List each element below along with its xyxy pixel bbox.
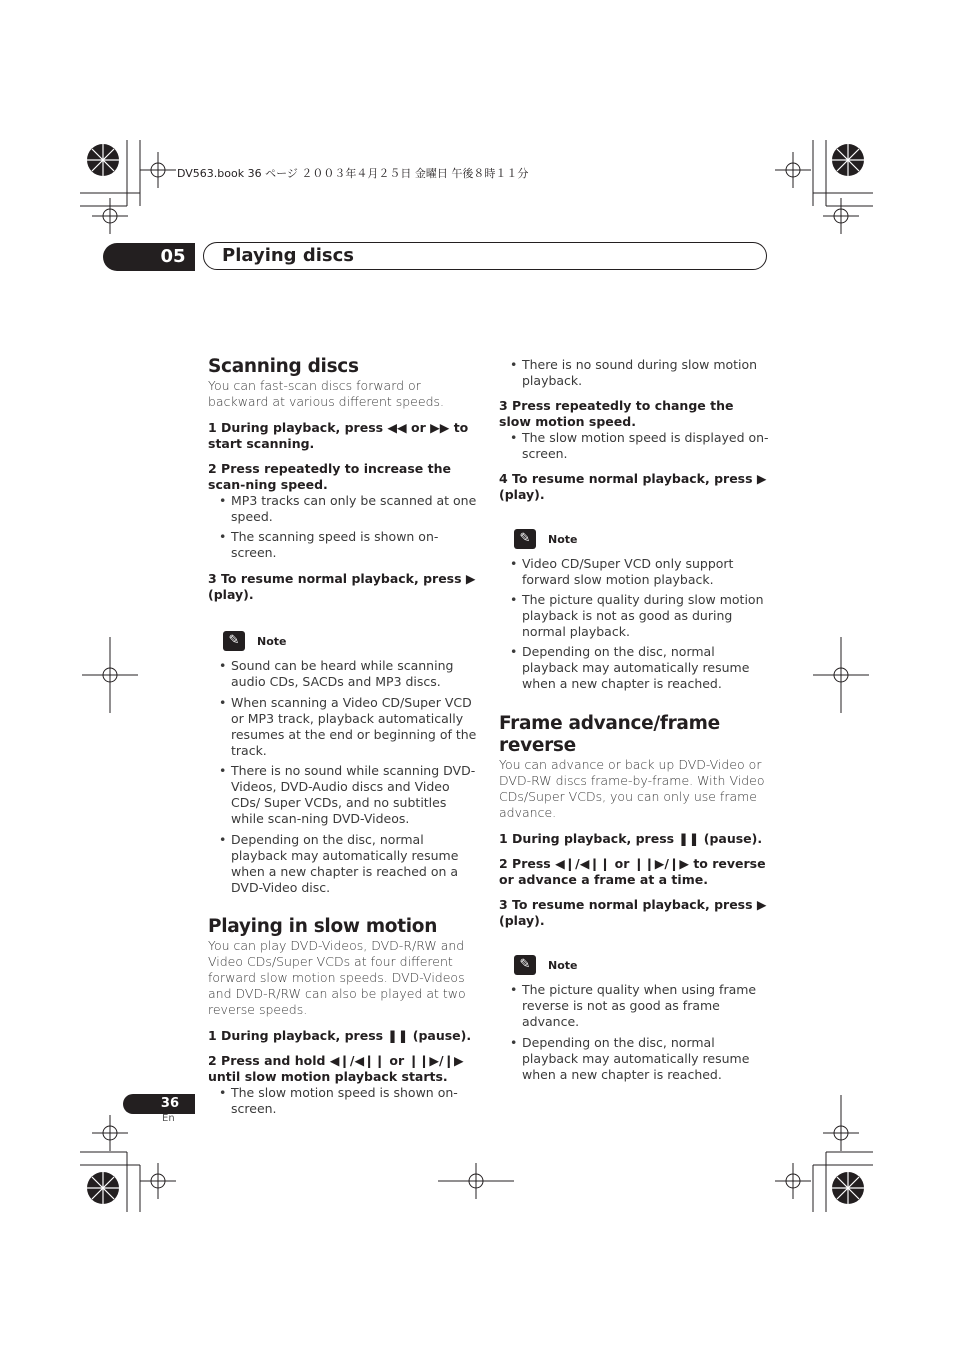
- list-item: • The picture quality during slow motion playback is not as good as during normal playback.: [499, 592, 769, 640]
- note-label: Note: [548, 958, 578, 972]
- frame-advance-intro: You can advance or back up DVD-Video or DVD-RW discs frame-by-frame. With Video CDs/Super VCDs, you can only use frame advance.: [499, 757, 765, 820]
- scanning-heading: Scanning discs: [208, 356, 359, 377]
- scanning-step-2-bullets: [208, 493, 478, 561]
- print-header: DV563.book 36 ページ ２００３年４月２５日 金曜日 午後８時１１分: [177, 167, 529, 180]
- page-language: En: [162, 1113, 175, 1124]
- list-item: • The slow motion speed is displayed on-screen.: [499, 430, 769, 462]
- scanning-note-header: [223, 631, 478, 651]
- scanning-intro: You can fast-scan discs forward or backward at various different speeds.: [208, 378, 444, 409]
- pencil-icon: ✎: [514, 955, 536, 975]
- right-column: [499, 357, 769, 1083]
- slow-motion-step-2-bullets: [208, 1085, 478, 1117]
- page-number: 36: [123, 1094, 195, 1114]
- frame-notes: [499, 982, 769, 1083]
- slow-motion-notes: [499, 556, 769, 692]
- chapter-title: Playing discs: [222, 245, 354, 266]
- slow-motion-step-1: 1 During playback, press ❚❚ (pause).: [208, 1028, 472, 1043]
- slow-motion-step-2: 2 Press and hold ◀❙/◀❙❙ or ❙❙▶/❙▶ until slow motion playback starts.: [208, 1053, 464, 1084]
- note-label: Note: [257, 634, 287, 648]
- left-column: [208, 356, 478, 1117]
- chapter-number: 05: [103, 243, 195, 271]
- slow-motion-step-4: 4 To resume normal playback, press ▶ (play).: [499, 471, 767, 502]
- scanning-notes: [208, 658, 478, 896]
- frame-step-1: 1 During playback, press ❚❚ (pause).: [499, 831, 763, 846]
- slow-motion-intro: You can play DVD-Videos, DVD-R/RW and Video CDs/Super VCDs at four different forward slow motion speeds. DVD-Videos and DVD-R/RW can also be played at two reverse speeds.: [208, 938, 466, 1017]
- frame-step-3: 3 To resume normal playback, press ▶ (play).: [499, 897, 767, 928]
- slow-motion-note-header: [514, 529, 769, 549]
- note-label: Note: [548, 532, 578, 546]
- pencil-icon: ✎: [223, 631, 245, 651]
- frame-advance-heading: Frame advance/frame reverse: [499, 713, 720, 756]
- list-item: • There is no sound while scanning DVD-Videos, DVD-Audio discs and Video CDs/ Super VCDs, and no subtitles while scan-ning DVD-Videos.: [208, 763, 478, 827]
- list-item: • Depending on the disc, normal playback may automatically resume when a new chapter is reached.: [499, 644, 769, 692]
- pencil-icon: ✎: [514, 529, 536, 549]
- list-item: • The scanning speed is shown on-screen.: [208, 529, 478, 561]
- frame-note-header: [514, 955, 769, 975]
- list-item: • When scanning a Video CD/Super VCD or MP3 track, playback automatically resumes at the end or beginning of the track.: [208, 695, 478, 759]
- list-item: • Video CD/Super VCD only support forward slow motion playback.: [499, 556, 769, 588]
- list-item: • Depending on the disc, normal playback may automatically resume when a new chapter is reached.: [499, 1035, 769, 1083]
- slow-motion-step-3-bullets: [499, 430, 769, 462]
- list-item: • The picture quality when using frame reverse is not as good as frame advance.: [499, 982, 769, 1030]
- list-item: • The slow motion speed is shown on-screen.: [208, 1085, 478, 1117]
- scanning-step-3: 3 To resume normal playback, press ▶ (play).: [208, 571, 476, 602]
- frame-step-2: 2 Press ◀❙/◀❙❙ or ❙❙▶/❙▶ to reverse or advance a frame at a time.: [499, 856, 766, 887]
- slow-motion-step-3: 3 Press repeatedly to change the slow motion speed.: [499, 398, 734, 429]
- list-item: • There is no sound during slow motion playback.: [499, 357, 769, 389]
- scanning-step-1: 1 During playback, press ◀◀ or ▶▶ to start scanning.: [208, 420, 469, 451]
- slow-motion-sound-bullets: [499, 357, 769, 389]
- list-item: • MP3 tracks can only be scanned at one speed.: [208, 493, 478, 525]
- list-item: • Depending on the disc, normal playback may automatically resume when a new chapter is reached on a DVD-Video disc.: [208, 832, 478, 896]
- slow-motion-heading: Playing in slow motion: [208, 916, 438, 937]
- list-item: • Sound can be heard while scanning audio CDs, SACDs and MP3 discs.: [208, 658, 478, 690]
- scanning-step-2: 2 Press repeatedly to increase the scan-ning speed.: [208, 461, 451, 492]
